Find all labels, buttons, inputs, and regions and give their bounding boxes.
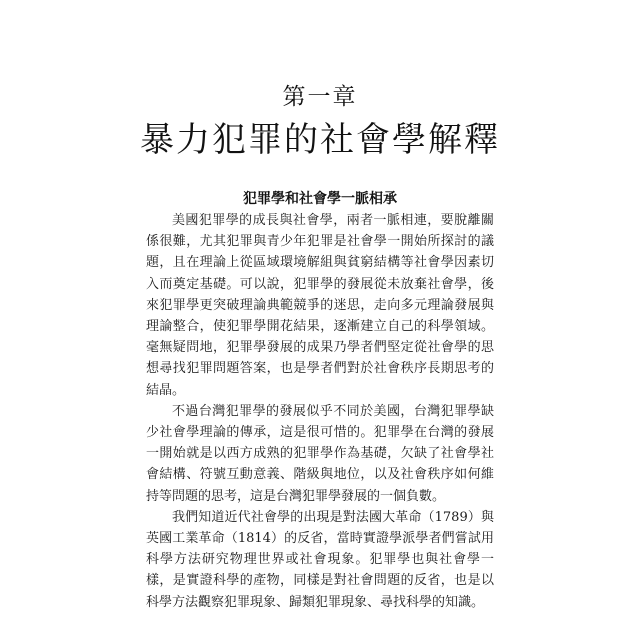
chapter-number: 第一章 bbox=[282, 84, 358, 110]
paragraph-1: 美國犯罪學的成長與社會學，兩者一脈相連，要脫離關係很難，尤其犯罪與青少年犯罪是社會學一開始所探討的議題，且在理論上從區域環境解組與貧窮結構等社會學因素切入而奠定基礎。可以說，犯罪學的發展從未放棄社會學，後來犯罪學更突破理論典範競爭的迷思，走向多元理論發展與理論整合，使犯罪學開花結果，逐漸建立自己的科學領域。毫無疑問地，犯罪學發展的成果乃學者們堅定從社會學的思想尋找犯罪問題答案，也是學者們對於社會秩序長期思考的結晶。 bbox=[146, 213, 494, 398]
chapter-title: 暴力犯罪的社會學解釋 bbox=[140, 120, 500, 160]
body-text bbox=[146, 210, 494, 613]
paragraph-2: 不過台灣犯罪學的發展似乎不同於美國，台灣犯罪學缺少社會學理論的傳承，這是很可惜的。犯罪學在台灣的發展一開始就是以西方成熟的犯罪學作為基礎，欠缺了社會學社會結構、符號互動意義、階級與地位，以及社會秩序如何維持等問題的思考，這是台灣犯罪學發展的一個負數。 bbox=[146, 403, 494, 504]
paragraph-3: 我們知道近代社會學的出現是對法國大革命（1789）與英國工業革命（1814）的反省，當時實證學派學者們嘗試用科學方法研究物理世界或社會現象。犯罪學也與社會學一樣，是實證科學的產物，同樣是對社會問題的反省，也是以科學方法觀察犯罪現象、歸類犯罪現象、尋找科學的知識。 bbox=[146, 509, 494, 610]
section-heading: 犯罪學和社會學一脈相承 bbox=[243, 191, 397, 207]
